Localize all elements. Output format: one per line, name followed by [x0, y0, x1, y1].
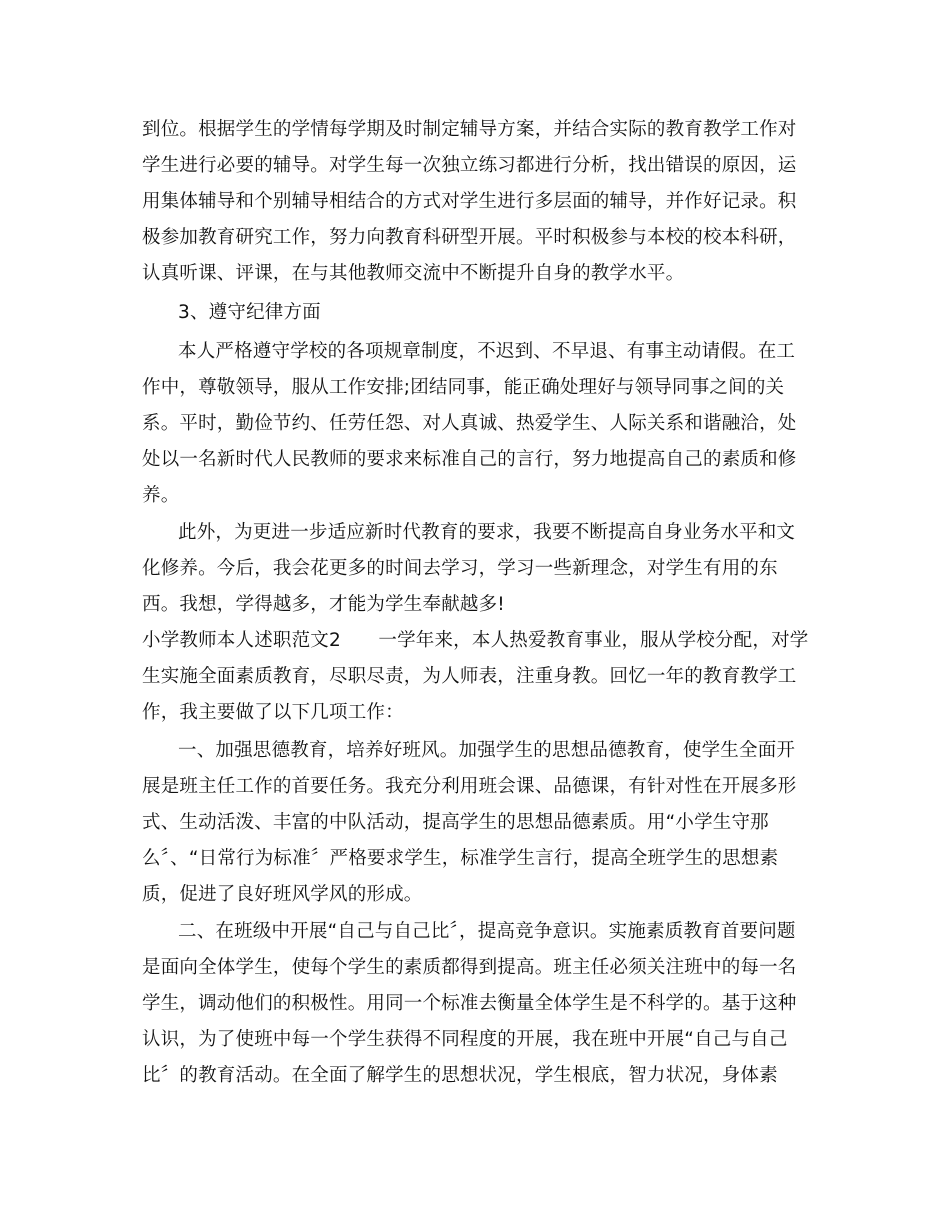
text-line: 比〞的教育活动。在全面了解学生的思想状况，学生根底，智力状况，身体素 — [142, 1065, 778, 1086]
text-line: 展是班主任工作的首要任务。我充分利用班会课、品德课，有针对性在开展多形 — [142, 776, 797, 797]
text-line: 学生，调动他们的积极性。用同一个标准去衡量全体学生是不科学的。基于这种 — [142, 993, 797, 1014]
text-line: 认识，为了使班中每一个学生获得不同程度的开展，我在班中开展“自己与自己 — [142, 1029, 788, 1050]
text-line: 么〞、“日常行为标准〞严格要求学生，标准学生言行，提高全班学生的思想素 — [142, 848, 779, 869]
text-line: 二、在班级中开展“自己与自己比〞，提高竞争意识。实施素质教育首要问题 — [178, 921, 796, 942]
text-line: 到位。根据学生的学情每学期及时制定辅导方案，并结合实际的教育教学工作对 — [142, 119, 797, 140]
text-line: 养。 — [142, 485, 180, 506]
text-line: 学生进行必要的辅导。对学生每一次独立练习都进行分析，找出错误的原因，运 — [142, 155, 797, 176]
text-line: 作，我主要做了以下几项工作： — [142, 702, 404, 723]
text-line: 式、生动活泼、丰富的中队活动，提高学生的思想品德素质。用“小学生守那 — [142, 812, 769, 833]
text-line: 本人严格遵守学校的各项规章制度，不迟到、不早退、有事主动请假。在工 — [178, 341, 796, 362]
text-line: 西。我想，学得越多，才能为学生奉献越多! — [142, 594, 505, 615]
text-line: 质，促进了良好班风学风的形成。 — [142, 884, 423, 905]
text-line: 生实施全面素质教育，尽职尽责，为人师表，注重身教。回忆一年的教育教学工 — [142, 666, 797, 687]
article-title-line: 小学教师本人述职范文2 一学年来，本人热爱教育事业，服从学校分配，对学 — [142, 630, 809, 651]
text-line: 化修养。今后，我会花更多的时间去学习，学习一些新理念，对学生有用的东 — [142, 558, 778, 579]
text-line: 极参加教育研究工作，努力向教育科研型开展。平时积极参与本校的校本科研， — [142, 227, 797, 248]
text-line: 认真听课、评课，在与其他教师交流中不断提升自身的教学水平。 — [142, 263, 685, 284]
text-line: 一、加强思德教育，培养好班风。加强学生的思想品德教育，使学生全面开 — [178, 740, 796, 761]
text-line: 此外，为更进一步适应新时代教育的要求，我要不断提高自身业务水平和文 — [178, 522, 796, 543]
text-line: 系。平时，勤俭节约、任劳任怨、对人真诚、热爱学生、人际关系和谐融洽，处 — [142, 413, 797, 434]
text-line: 是面向全体学生，使每个学生的素质都得到提高。班主任必须关注班中的每一名 — [142, 957, 797, 978]
text-line: 作中，尊敬领导，服从工作安排;团结同事，能正确处理好与领导同事之间的关 — [142, 377, 785, 398]
text-line: 用集体辅导和个别辅导相结合的方式对学生进行多层面的辅导，并作好记录。积 — [142, 191, 797, 212]
text-line: 处以一名新时代人民教师的要求来标准自己的言行，努力地提高自己的素质和修 — [142, 449, 797, 470]
section-heading: 3、遵守纪律方面 — [178, 302, 321, 323]
